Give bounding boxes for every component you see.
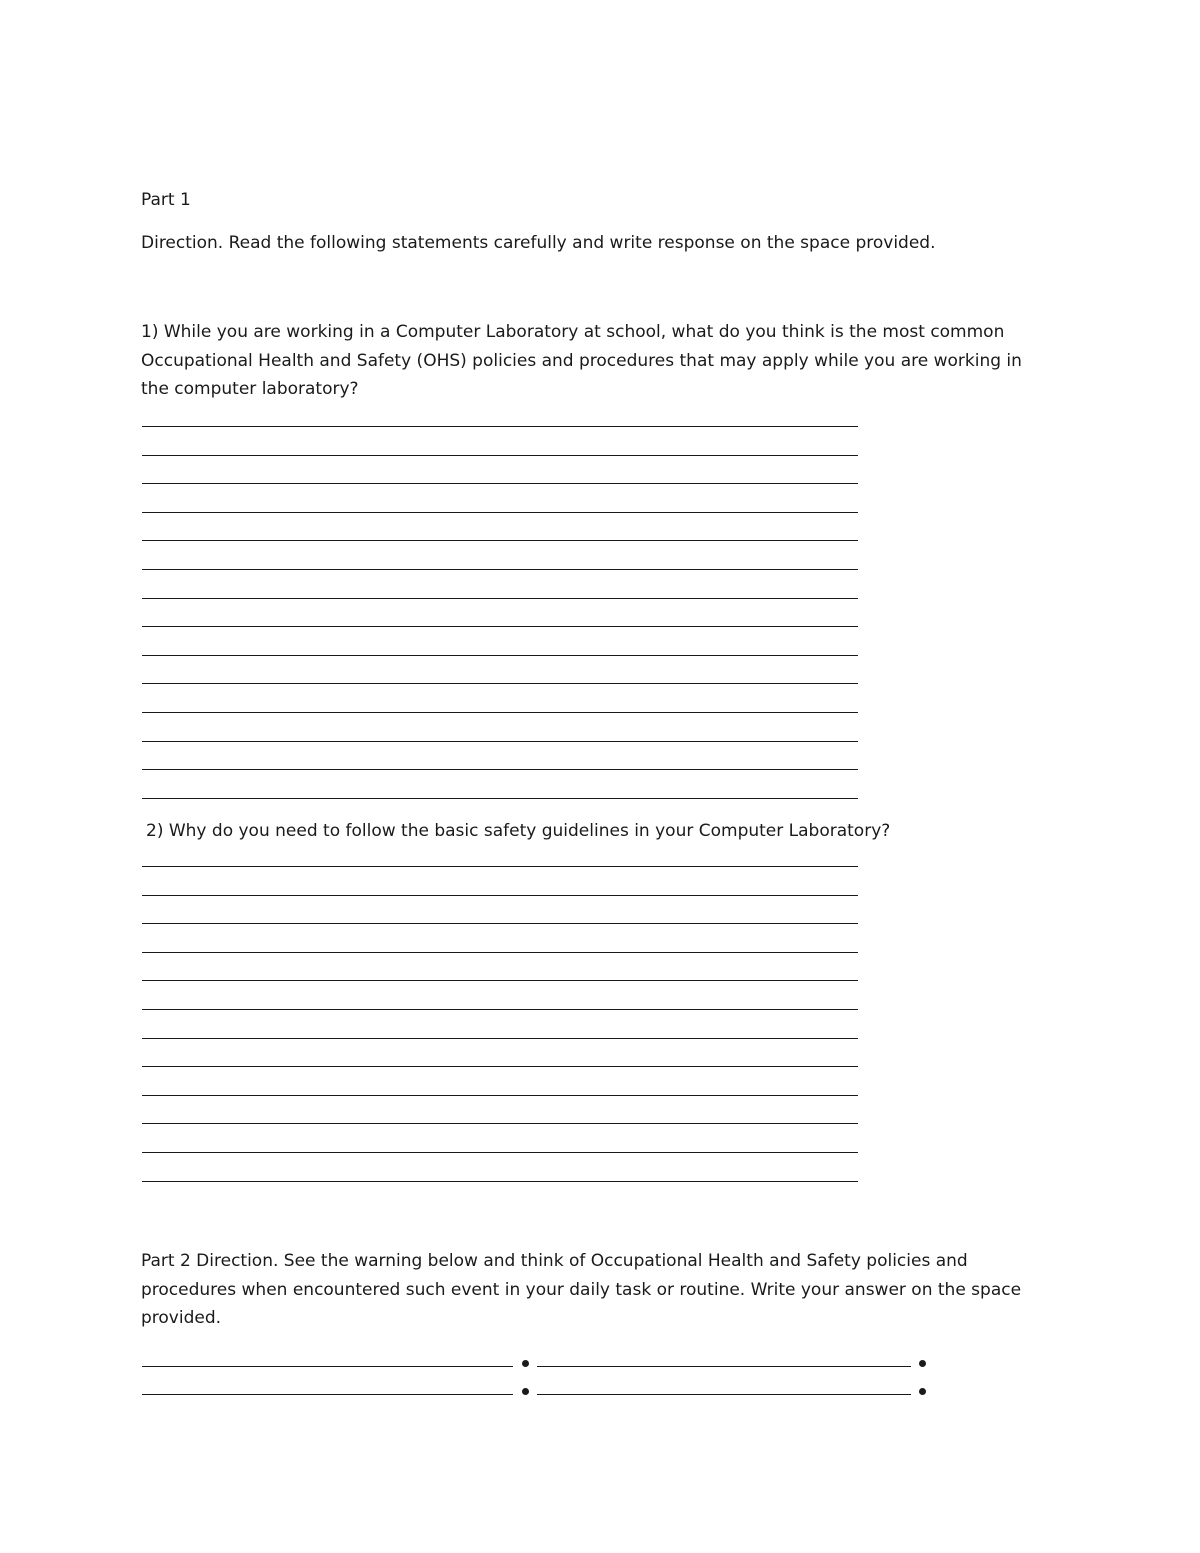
answer-line[interactable] xyxy=(142,455,858,456)
bullet-icon xyxy=(919,1388,926,1395)
answer-line[interactable] xyxy=(142,655,858,656)
answer-line[interactable] xyxy=(142,952,858,953)
answer-blank[interactable] xyxy=(142,1366,513,1367)
answer-line[interactable] xyxy=(142,980,858,981)
answer-line[interactable] xyxy=(142,923,858,924)
answer-line[interactable] xyxy=(142,683,858,684)
answer-line[interactable] xyxy=(142,1009,858,1010)
part2-direction-line: Part 2 Direction. See the warning below and think of Occupational Health and Safety policies and xyxy=(141,1251,968,1271)
answer-blank[interactable] xyxy=(142,1394,513,1395)
answer-line[interactable] xyxy=(142,1152,858,1153)
answer-line[interactable] xyxy=(142,426,858,427)
question-1-line: the computer laboratory? xyxy=(141,379,359,399)
answer-line[interactable] xyxy=(142,483,858,484)
answer-line[interactable] xyxy=(142,1095,858,1096)
answer-line[interactable] xyxy=(142,1066,858,1067)
answer-line[interactable] xyxy=(142,741,858,742)
answer-line[interactable] xyxy=(142,712,858,713)
bullet-icon xyxy=(522,1388,529,1395)
answer-line[interactable] xyxy=(142,1038,858,1039)
answer-blank[interactable] xyxy=(537,1394,911,1395)
part2-direction-line: provided. xyxy=(141,1308,222,1328)
answer-line[interactable] xyxy=(142,895,858,896)
question-1 xyxy=(141,318,1022,404)
answer-line[interactable] xyxy=(142,569,858,570)
answer-line[interactable] xyxy=(142,512,858,513)
answer-line[interactable] xyxy=(142,540,858,541)
question-1-line: Occupational Health and Safety (OHS) policies and procedures that may apply while you are working in xyxy=(141,350,1022,371)
part2-direction xyxy=(141,1247,1021,1333)
bullet-icon xyxy=(919,1360,926,1367)
answer-blank[interactable] xyxy=(537,1366,911,1367)
answer-line[interactable] xyxy=(142,769,858,770)
answer-line[interactable] xyxy=(142,1181,858,1182)
part2-direction-line: procedures when encountered such event in your daily task or routine. Write your answer on the space xyxy=(141,1279,1022,1300)
part1-direction: Direction. Read the following statements carefully and write response on the space provided. xyxy=(141,233,936,253)
question-2: 2) Why do you need to follow the basic safety guidelines in your Computer Laboratory? xyxy=(146,821,891,841)
question-1-line: 1) While you are working in a Computer Laboratory at school, what do you think is the most common xyxy=(141,322,1005,342)
answer-line[interactable] xyxy=(142,626,858,627)
answer-line[interactable] xyxy=(142,1123,858,1124)
bullet-icon xyxy=(522,1360,529,1367)
answer-line[interactable] xyxy=(142,866,858,867)
answer-line[interactable] xyxy=(142,598,858,599)
answer-line[interactable] xyxy=(142,798,858,799)
part1-heading: Part 1 xyxy=(141,190,191,210)
